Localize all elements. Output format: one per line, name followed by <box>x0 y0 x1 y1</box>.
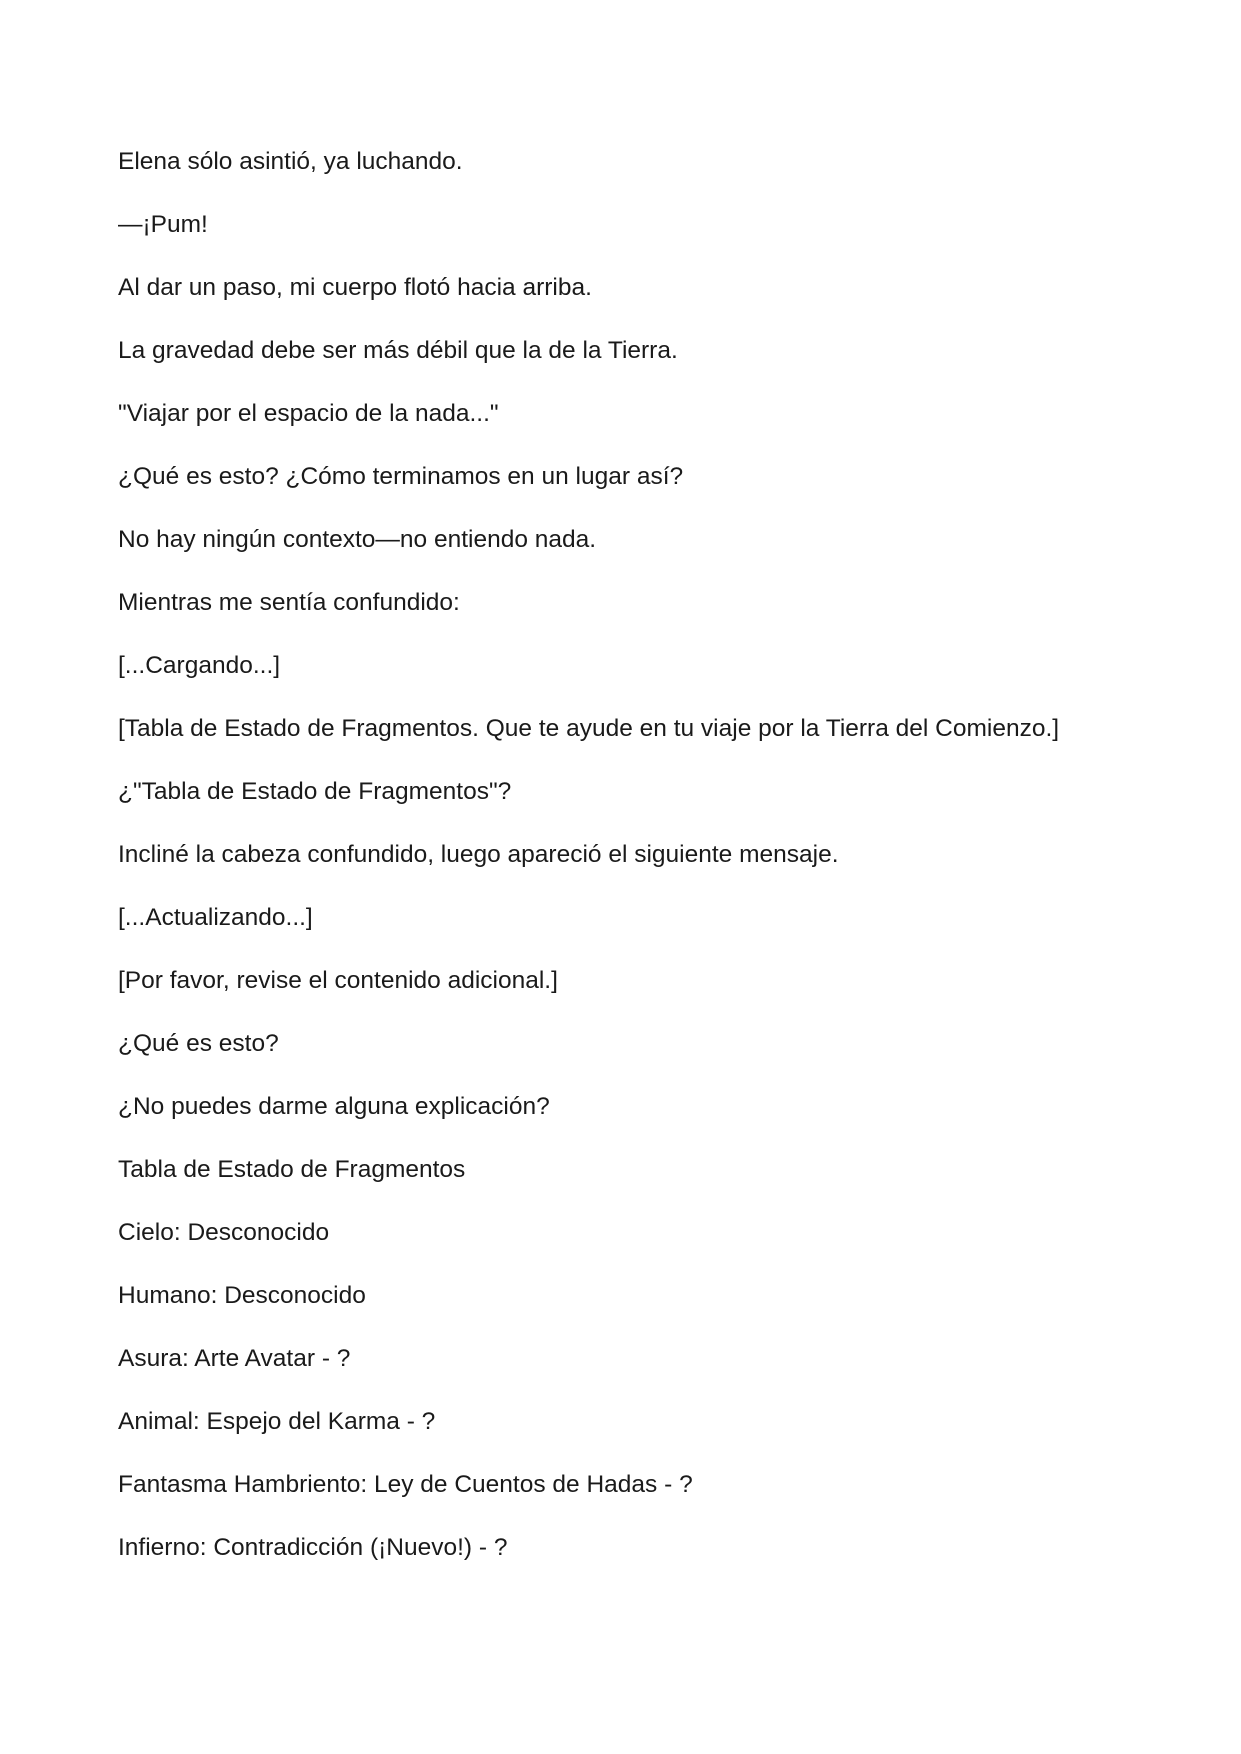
text-body <box>118 146 1124 1595</box>
system-message: [...Actualizando...] <box>118 904 313 931</box>
paragraph: ¿Qué es esto? <box>118 1030 279 1057</box>
paragraph: ¿"Tabla de Estado de Fragmentos"? <box>118 778 512 805</box>
paragraph: No hay ningún contexto—no entiendo nada. <box>118 526 597 553</box>
system-message: [Por favor, revise el contenido adicional.] <box>118 967 558 994</box>
status-table-entry: Cielo: Desconocido <box>118 1219 330 1246</box>
paragraph: Al dar un paso, mi cuerpo flotó hacia arriba. <box>118 274 592 301</box>
system-message: [...Cargando...] <box>118 652 281 679</box>
paragraph: ¿Qué es esto? ¿Cómo terminamos en un lugar así? <box>118 463 684 490</box>
system-message: [Tabla de Estado de Fragmentos. Que te ayude en tu viaje por la Tierra del Comienzo.] <box>118 715 1060 742</box>
status-table-entry: Fantasma Hambriento: Ley de Cuentos de Hadas - ? <box>118 1471 693 1498</box>
status-table-title: Tabla de Estado de Fragmentos <box>118 1156 466 1183</box>
paragraph: "Viajar por el espacio de la nada..." <box>118 400 499 427</box>
status-table-entry: Asura: Arte Avatar - ? <box>118 1345 351 1372</box>
paragraph: La gravedad debe ser más débil que la de la Tierra. <box>118 337 678 364</box>
paragraph: Elena sólo asintió, ya luchando. <box>118 148 463 175</box>
paragraph: —¡Pum! <box>118 211 208 238</box>
status-table-entry: Infierno: Contradicción (¡Nuevo!) - ? <box>118 1534 508 1561</box>
status-table-entry: Animal: Espejo del Karma - ? <box>118 1408 436 1435</box>
paragraph: Incliné la cabeza confundido, luego apareció el siguiente mensaje. <box>118 841 839 868</box>
paragraph: Mientras me sentía confundido: <box>118 589 460 616</box>
status-table-entry: Humano: Desconocido <box>118 1282 366 1309</box>
paragraph: ¿No puedes darme alguna explicación? <box>118 1093 550 1120</box>
